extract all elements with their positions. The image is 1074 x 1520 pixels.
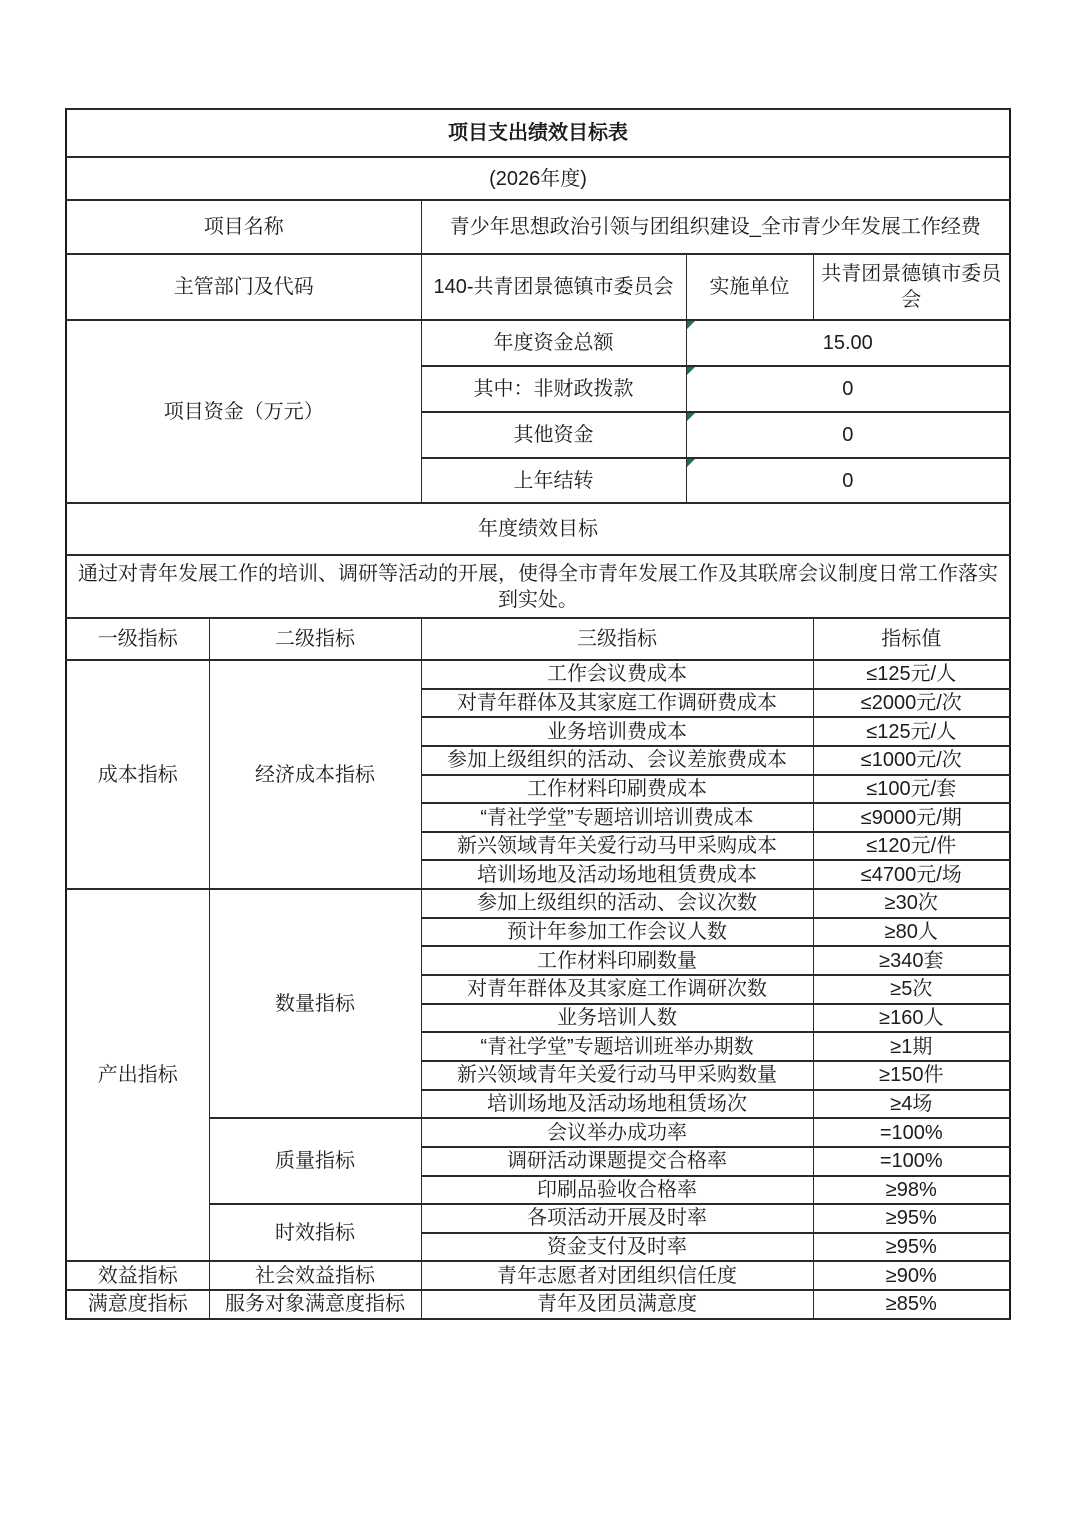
indicator-value-cell: ≤1000元/次 xyxy=(813,746,1010,775)
funding-row-label: 年度资金总额 xyxy=(421,320,686,366)
level2-indicator-cell: 时效指标 xyxy=(209,1204,421,1261)
funding-row-label: 其他资金 xyxy=(421,412,686,458)
indicator-name-cell: 参加上级组织的活动、会议差旅费成本 xyxy=(421,746,813,775)
indicator-name-cell: 培训场地及活动场地租赁费成本 xyxy=(421,860,813,889)
indicator-name-cell: 印刷品验收合格率 xyxy=(421,1176,813,1205)
project-name-label: 项目名称 xyxy=(66,200,421,254)
indicator-value-cell: ≤125元/人 xyxy=(813,717,1010,746)
funding-row-value xyxy=(686,320,1010,366)
funding-value-text: 15.00 xyxy=(822,332,873,354)
level1-indicator-cell: 成本指标 xyxy=(66,660,209,889)
implementer-value: 共青团景德镇市委员会 xyxy=(813,254,1010,320)
corner-marker-icon xyxy=(687,413,695,421)
annual-goal-text: 通过对青年发展工作的培训、调研等活动的开展，使得全市青年发展工作及其联席会议制度日常工作落实到实处。 xyxy=(66,555,1010,618)
funding-value-text: 0 xyxy=(842,424,854,446)
department-label: 主管部门及代码 xyxy=(66,254,421,320)
indicator-value-cell: ≥1期 xyxy=(813,1032,1010,1061)
level1-indicator-cell: 产出指标 xyxy=(66,889,209,1261)
indicator-value-cell: ≥98% xyxy=(813,1176,1010,1205)
indicator-value-cell: ≤2000元/次 xyxy=(813,689,1010,718)
indicator-value-cell: ≥95% xyxy=(813,1204,1010,1233)
funding-row-label: 上年结转 xyxy=(421,458,686,503)
indicator-value-cell: ≥95% xyxy=(813,1233,1010,1262)
indicator-name-cell: 业务培训人数 xyxy=(421,1004,813,1033)
indicator-value-cell: ≥340套 xyxy=(813,946,1010,975)
implementer-label: 实施单位 xyxy=(686,254,813,320)
indicator-name-cell: “青社学堂”专题培训培训费成本 xyxy=(421,803,813,832)
funding-row-value xyxy=(686,412,1010,458)
indicator-name-cell: 预计年参加工作会议人数 xyxy=(421,918,813,947)
indicator-name-cell: 新兴领域青年关爱行动马甲采购数量 xyxy=(421,1061,813,1090)
indicator-name-cell: 对青年群体及其家庭工作调研次数 xyxy=(421,975,813,1004)
indicator-name-cell: 业务培训费成本 xyxy=(421,717,813,746)
level2-indicator-cell: 数量指标 xyxy=(209,889,421,1118)
funding-row-label: 其中：非财政拨款 xyxy=(421,366,686,412)
indicator-name-cell: 调研活动课题提交合格率 xyxy=(421,1147,813,1176)
indicator-value-cell: ≤125元/人 xyxy=(813,660,1010,689)
indicator-value-cell: ≤4700元/场 xyxy=(813,860,1010,889)
indicator-value-cell: ≥30次 xyxy=(813,889,1010,918)
funding-value-text: 0 xyxy=(842,378,854,400)
indicator-value-cell: =100% xyxy=(813,1118,1010,1147)
indicator-name-cell: 对青年群体及其家庭工作调研费成本 xyxy=(421,689,813,718)
indicator-name-cell: 资金支付及时率 xyxy=(421,1233,813,1262)
funding-value-text: 0 xyxy=(842,469,854,492)
header-level1: 一级指标 xyxy=(66,618,209,660)
table-title: 项目支出绩效目标表 xyxy=(66,109,1010,157)
funding-section-label: 项目资金（万元） xyxy=(66,320,421,503)
header-value: 指标值 xyxy=(813,618,1010,660)
level1-indicator-cell: 满意度指标 xyxy=(66,1290,209,1319)
indicator-name-cell: 各项活动开展及时率 xyxy=(421,1204,813,1233)
performance-target-table xyxy=(65,108,1011,1320)
indicator-value-cell: ≤9000元/期 xyxy=(813,803,1010,832)
level2-indicator-cell: 经济成本指标 xyxy=(209,660,421,889)
level1-indicator-cell: 效益指标 xyxy=(66,1261,209,1290)
indicator-name-cell: 参加上级组织的活动、会议次数 xyxy=(421,889,813,918)
indicator-value-cell: ≤120元/件 xyxy=(813,832,1010,861)
project-name-value: 青少年思想政治引领与团组织建设_全市青少年发展工作经费 xyxy=(421,200,1010,254)
level2-indicator-cell: 质量指标 xyxy=(209,1118,421,1204)
level2-indicator-cell: 服务对象满意度指标 xyxy=(209,1290,421,1319)
level2-indicator-cell: 社会效益指标 xyxy=(209,1261,421,1290)
indicator-name-cell: 工作材料印刷费成本 xyxy=(421,775,813,804)
indicator-value-cell: ≥4场 xyxy=(813,1090,1010,1119)
indicator-value-cell: =100% xyxy=(813,1147,1010,1176)
indicator-value-cell: ≥80人 xyxy=(813,918,1010,947)
indicator-name-cell: 青年及团员满意度 xyxy=(421,1290,813,1319)
indicator-name-cell: 工作材料印刷数量 xyxy=(421,946,813,975)
indicator-name-cell: 培训场地及活动场地租赁场次 xyxy=(421,1090,813,1119)
corner-marker-icon xyxy=(687,367,695,375)
header-level2: 二级指标 xyxy=(209,618,421,660)
indicator-name-cell: 新兴领域青年关爱行动马甲采购成本 xyxy=(421,832,813,861)
indicator-value-cell: ≥90% xyxy=(813,1261,1010,1290)
indicator-value-cell: ≥150件 xyxy=(813,1061,1010,1090)
annual-goal-header: 年度绩效目标 xyxy=(66,503,1010,555)
funding-row-value xyxy=(686,366,1010,412)
department-value: 140-共青团景德镇市委员会 xyxy=(421,254,686,320)
corner-marker-icon xyxy=(687,459,695,467)
indicator-name-cell: 会议举办成功率 xyxy=(421,1118,813,1147)
indicator-value-cell: ≥85% xyxy=(813,1290,1010,1319)
indicator-value-cell: ≥160人 xyxy=(813,1004,1010,1033)
header-level3: 三级指标 xyxy=(421,618,813,660)
indicator-name-cell: “青社学堂”专题培训班举办期数 xyxy=(421,1032,813,1061)
table-year: (2026年度) xyxy=(66,157,1010,200)
indicator-value-cell: ≥5次 xyxy=(813,975,1010,1004)
corner-marker-icon xyxy=(687,321,695,329)
indicator-value-cell: ≤100元/套 xyxy=(813,775,1010,804)
indicator-name-cell: 工作会议费成本 xyxy=(421,660,813,689)
funding-row-value xyxy=(686,458,1010,503)
indicator-name-cell: 青年志愿者对团组织信任度 xyxy=(421,1261,813,1290)
